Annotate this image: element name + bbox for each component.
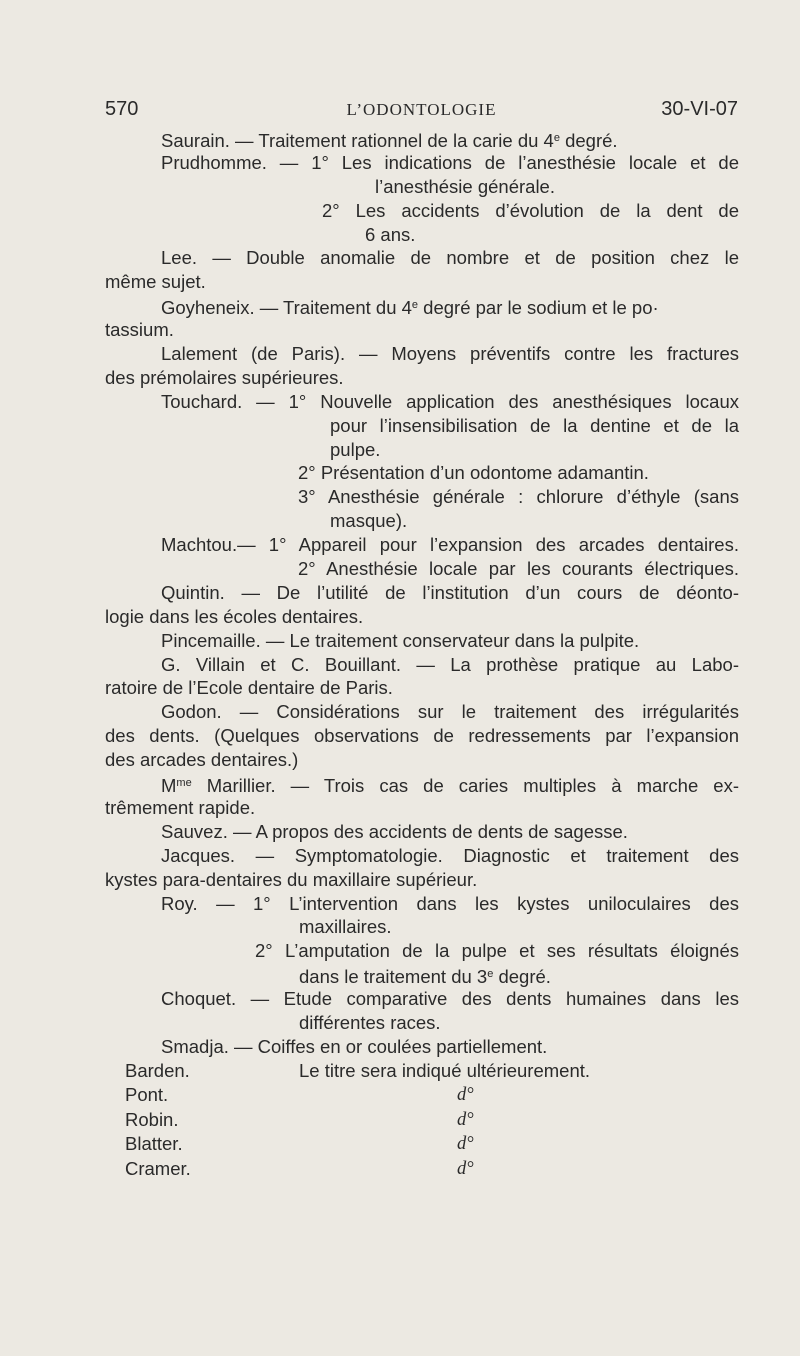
issue-date: 30-VI-07 [661,98,738,120]
text-line: trêmement rapide. [105,796,256,818]
pending-titles-list [105,1059,739,1182]
text-line: l’anesthésie générale. [375,175,555,197]
text-line: 3° Anesthésie générale : chlorure d’éthyle (sans [298,486,739,508]
text-line: des prémolaires supérieures. [105,366,344,388]
text-line: Smadja. — Coiffes en or coulées partiellement. [161,1035,548,1057]
text-line: 6 ans. [365,223,416,245]
list-item [105,1157,739,1182]
ditto-mark: d° [457,1134,474,1155]
text-line: tassium. [105,319,174,341]
ditto-mark: d° [457,1158,474,1179]
title-note: Le titre sera indiqué ultérieurement. [299,1059,591,1081]
text-line: 2° Présentation d’un odontome adamantin. [298,462,649,484]
text-line: Choquet. — Etude comparative des dents humaines dans les [161,988,739,1010]
author-name: Pont. [125,1084,169,1106]
author-name: Robin. [125,1108,179,1130]
list-item [105,1083,739,1108]
text-line: ratoire de l’Ecole dentaire de Paris. [105,677,393,699]
communications-list [105,127,739,1181]
text-line: pour l’insensibilisation de la dentine et de la [330,414,739,436]
text-line: Quintin. — De l’utilité de l’institution d’un cours de déonto- [161,581,739,603]
text-line: Goyheneix. — Traitement du 4e degré par le sodium et le po· [161,297,659,319]
text-line: Pincemaille. — Le traitement conservateur dans la pulpite. [161,629,640,651]
list-item [105,1059,739,1084]
text-line: des arcades dentaires.) [105,749,299,771]
text-line: différentes races. [299,1011,441,1033]
author-name: Barden. [125,1059,190,1081]
ditto-mark: d° [457,1109,474,1130]
author-name: Blatter. [125,1133,183,1155]
text-line: des dents. (Quelques observations de redressements par l’expansion [105,725,739,747]
text-line: maxillaires. [299,916,392,938]
text-line: 2° Les accidents d’évolution de la dent de [322,199,739,221]
text-line: kystes para-dentaires du maxillaire supérieur. [105,868,478,890]
text-line: Godon. — Considérations sur le traitement des irrégularités [161,701,739,723]
text-line: même sujet. [105,271,206,293]
text-line: Roy. — 1° L’intervention dans les kystes uniloculaires des [161,892,739,914]
text-line: Prudhomme. — 1° Les indications de l’anesthésie locale et de [161,151,739,173]
text-line: Sauvez. — A propos des accidents de dents de sagesse. [161,820,628,842]
text-line: $M^{me}$ Marillier. — Trois cas de caries multiples à marche ex- [161,775,739,797]
text-line: Lalement (de Paris). — Moyens préventifs contre les fractures [161,343,739,365]
list-item [105,1132,739,1157]
author-name: Cramer. [125,1157,191,1179]
text-line: dans le traitement du 3e degré. [299,966,551,988]
list-item [105,1108,739,1133]
text-line: Jacques. — Symptomatologie. Diagnostic et traitement des [161,844,739,866]
text-line: pulpe. [330,438,381,460]
page-number: 570 [105,98,139,120]
ditto-mark: d° [457,1085,474,1106]
journal-title: L’ODONTOLOGIE [346,100,497,119]
running-header [105,98,738,128]
text-line: Saurain. — Traitement rationnel de la carie du 4e degré. [161,130,618,151]
text-line: Touchard. — 1° Nouvelle application des anesthésiques locaux [161,390,739,412]
text-line: logie dans les écoles dentaires. [105,605,364,627]
text-line: masque). [330,510,408,532]
text-line: Machtou.— 1° Appareil pour l’expansion des arcades dentaires. [161,534,739,556]
text-line: 2° Anesthésie locale par les courants électriques. [298,558,739,580]
text-line: Lee. — Double anomalie de nombre et de position chez le [161,247,739,269]
text-line: 2° L’amputation de la pulpe et ses résultats éloignés [255,940,739,962]
text-line: G. Villain et C. Bouillant. — La prothèse pratique au Labo- [161,653,739,675]
